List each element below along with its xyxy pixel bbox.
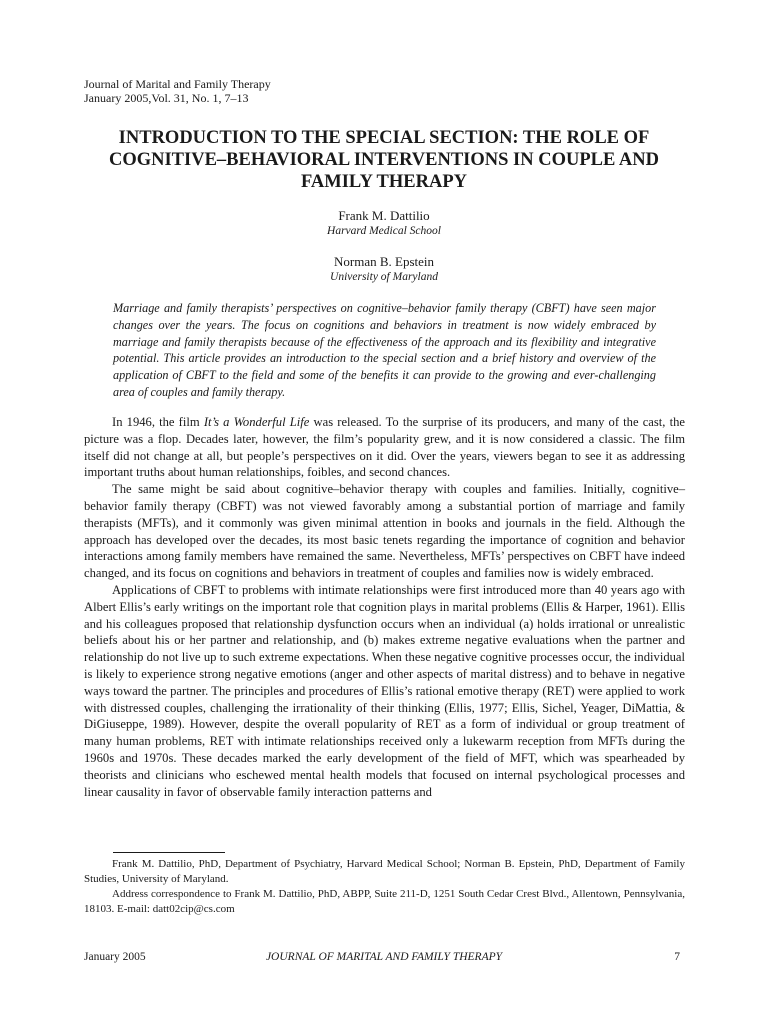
body-paragraph: The same might be said about cognitive–behavior therapy with couples and families. Initially, cognitive–behavior family therapy (CBFT) was not viewed favorably among a substantial portion of marriage and family therapists (MFTs), and it commonly was given minimal attention in books and journals in the field. Although the approach has developed over the decades, its most basic tenets regarding the importance of cognition and behavior interactions among family members have remained the same. Nevertheless, MFTs’ perspectives on CBFT have indeed changed, and its focus on cognitions and behaviors in treatment of couples and families now is widely embraced.: [84, 482, 685, 581]
journal-name: Journal of Marital and Family Therapy: [84, 77, 271, 91]
author-affiliation: University of Maryland: [330, 271, 438, 283]
footer-date: January 2005: [84, 951, 146, 963]
author-block-1: [84, 208, 684, 238]
paragraph-text: In 1946, the film: [112, 415, 204, 429]
footnotes: [84, 857, 685, 917]
article-title: INTRODUCTION TO THE SPECIAL SECTION: THE ROLE OF COGNITIVE–BEHAVIORAL INTERVENTIONS IN COUPLE AND FAMILY THERAPY: [108, 128, 659, 192]
body-paragraph: [84, 414, 685, 481]
body-text: [84, 414, 685, 800]
footnote-divider: [113, 852, 225, 853]
journal-header: [84, 77, 271, 105]
abstract: Marriage and family therapists’ perspectives on cognitive–behavior family therapy (CBFT) have seen major changes over the years. The focus on cognitions and behaviors in treatment is now widely embraced by marriage and family therapists because of the effectiveness of the approach and its flexibility and integrative potential. This article provides an introduction to the special section and a brief history and overview of the application of CBFT to the field and some of the benefits it can provide to the growing and ever-challenging area of couples and family therapy.: [113, 301, 656, 399]
page-number: 7: [674, 951, 680, 963]
author-name: Frank M. Dattilio: [338, 208, 430, 223]
body-paragraph: Applications of CBFT to problems with intimate relationships were first introduced more than 40 years ago with Albert Ellis’s early writings on the important role that cognition plays in marital problems (Ellis & Harper, 1961). Ellis and his colleagues proposed that relationship dysfunction occurs when an individual (a) holds irrational or unrealistic beliefs about his or her partner and relationship, and (b) makes extreme negative evaluations when the partner and relationship do not live up to such extreme expectations. When these negative cognitive processes occur, the individual is likely to experience strong negative emotions (anger and other aspects of marital distress) and to behave in negative ways toward the partner. The principles and procedures of Ellis’s rational emotive therapy (RET) were applied to work with distressed couples, challenging the irrationality of their thinking (Ellis, 1977; Ellis, Sichel, Yeager, DiMattia, & DiGiuseppe, 1989). However, despite the overall popularity of RET as a form of individual or group treatment of many human problems, RET with intimate relationships received only a lukewarm reception from MFTs during the 1960s and 1970s. These decades marked the early development of the field of MFT, which was spearheaded by theorists and clinicians who eschewed mental health models that focused on internal psychological processes and linear causality in favor of observable family interaction patterns and: [84, 582, 685, 799]
footnote-affiliations: Frank M. Dattilio, PhD, Department of Psychiatry, Harvard Medical School; Norman B. Epstein, PhD, Department of Family Studies, University of Maryland.: [84, 858, 685, 885]
author-block-2: [84, 254, 684, 284]
footnote-correspondence: Address correspondence to Frank M. Dattilio, PhD, ABPP, Suite 211-D, 1251 South Cedar Crest Blvd., Allentown, Pennsylvania, 18103. E-mail: datt02cip@cs.com: [84, 888, 685, 915]
paragraph-text: was released. To the surprise of its producers, and many of the cast, the picture was a flop. Decades later, however, the film’s popularity grew, and it is now considered a classic. The film itself did not change at all, but people’s perspectives on it did. Over the years, viewers began to see it as addressing important truths about human relationships, foibles, and second chances.: [84, 415, 685, 480]
film-title: It’s a Wonderful Life: [203, 415, 310, 429]
author-name: Norman B. Epstein: [333, 254, 434, 269]
issue-info: January 2005,Vol. 31, No. 1, 7–13: [84, 91, 249, 105]
author-affiliation: Harvard Medical School: [327, 225, 441, 237]
footer-journal-name: JOURNAL OF MARITAL AND FAMILY THERAPY: [265, 951, 503, 963]
